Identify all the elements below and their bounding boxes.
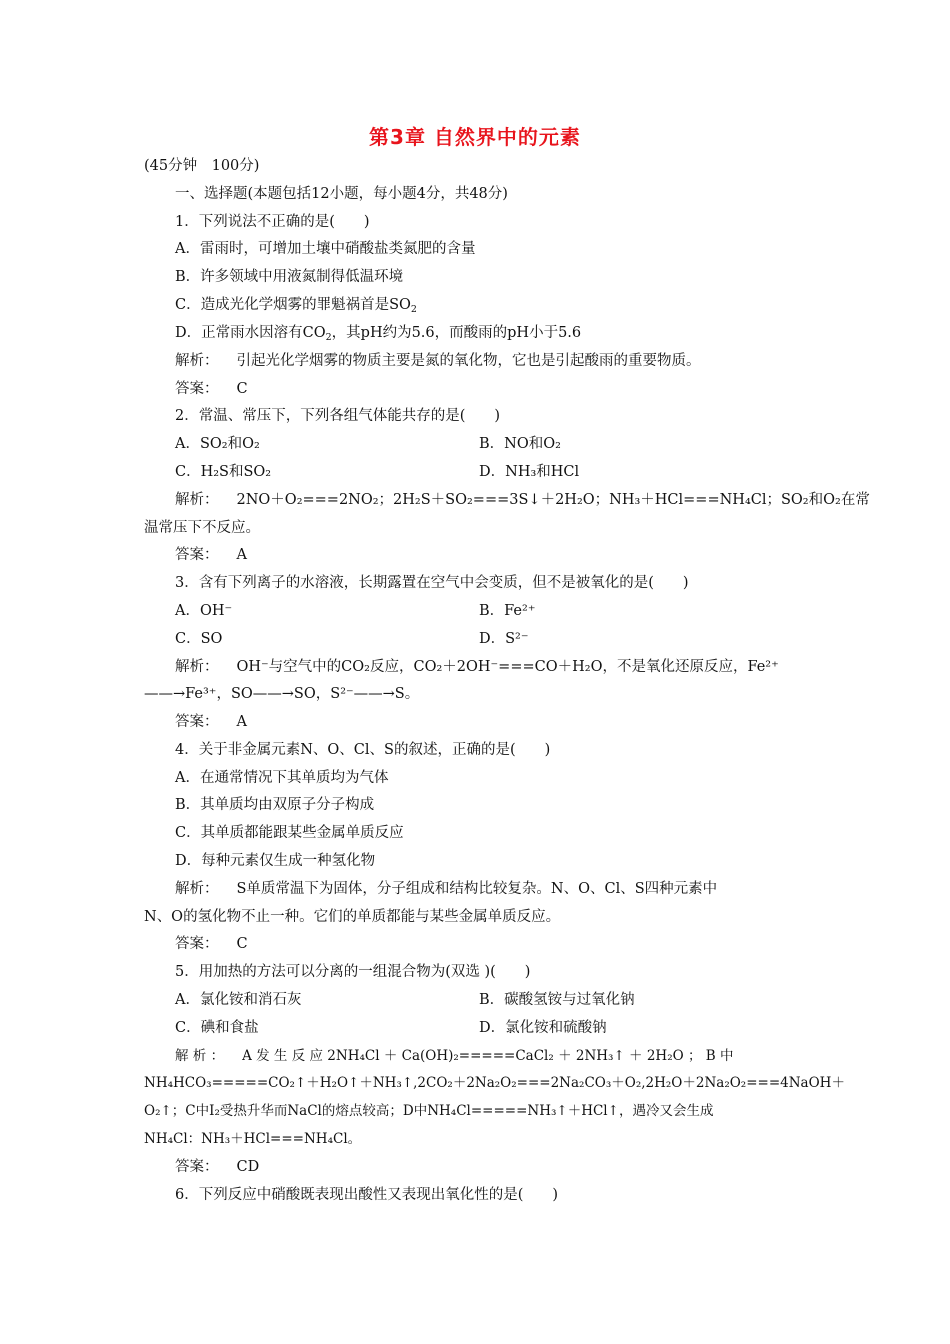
question-3-option-c: C．SO bbox=[175, 631, 223, 647]
page-title: 第3章 自然界中的元素 bbox=[369, 125, 581, 149]
question-2-option-b: B．NO和O₂ bbox=[479, 436, 561, 452]
question-6-stem: 6．下列反应中硝酸既表现出酸性又表现出氧化性的是( ) bbox=[175, 1187, 559, 1203]
question-5-stem: 5．用加热的方法可以分离的一组混合物为(双选 )( ) bbox=[175, 964, 531, 980]
question-2-analysis: 解析： 2NO＋O₂===2NO₂；2H₂S＋SO₂===3S↓＋2H₂O；NH₃＋HCl===NH₄Cl；SO₂和O₂在常 bbox=[175, 492, 870, 508]
question-2-option-c: C．H₂S和SO₂ bbox=[175, 464, 272, 480]
question-5-analysis-cont-2: O₂↑；C中I₂受热升华而NaCl的熔点较高；D中NH₄Cl=====NH₃↑＋HCl↑，遇冷又会生成 bbox=[144, 1103, 714, 1119]
question-5-analysis-cont-3: NH₄Cl：NH₃＋HCl===NH₄Cl。 bbox=[144, 1131, 362, 1147]
question-3-option-a: A．OH⁻ bbox=[175, 603, 233, 619]
question-4-stem: 4．关于非金属元素N、O、Cl、S的叙述，正确的是( ) bbox=[175, 742, 551, 758]
question-3-analysis-cont: ——→Fe³⁺，SO——→SO，S²⁻——→S。 bbox=[144, 686, 420, 702]
question-1-option-d: D．正常雨水因溶有$CO_2$，其pH约为5.6，而酸雨的pH小于5.6 bbox=[175, 325, 582, 343]
question-5-answer: 答案： CD bbox=[175, 1159, 260, 1175]
question-4-option-a: A．在通常情况下其单质均为气体 bbox=[175, 770, 389, 786]
question-4-option-d: D．每种元素仅生成一种氢化物 bbox=[175, 853, 376, 869]
question-1-stem: 1．下列说法不正确的是( ) bbox=[175, 214, 370, 230]
question-2-option-d: D．NH₃和HCl bbox=[479, 464, 580, 480]
question-2-option-a: A．SO₂和O₂ bbox=[175, 436, 260, 452]
question-5-analysis-cont-1: NH₄HCO₃=====CO₂↑＋H₂O↑＋NH₃↑,2CO₂＋2Na₂O₂===2Na₂CO₃＋O₂,2H₂O＋2Na₂O₂===4NaOH＋ bbox=[144, 1075, 845, 1091]
question-1-option-c: C．造成光化学烟雾的罪魁祸首是$SO_2$ bbox=[175, 297, 417, 315]
question-5-option-c: C．碘和食盐 bbox=[175, 1020, 259, 1036]
question-5-analysis: 解 析 ： A 发 生 反 应 2NH₄Cl ＋ Ca(OH)₂=====CaCl₂ ＋ 2NH₃↑ ＋ 2H₂O ； B 中 bbox=[175, 1048, 734, 1064]
question-5-option-a: A．氯化铵和消石灰 bbox=[175, 992, 302, 1008]
question-5-option-d: D．氯化铵和硫酸钠 bbox=[479, 1020, 607, 1036]
question-2-answer: 答案： A bbox=[175, 547, 247, 563]
question-4-option-c: C．其单质都能跟某些金属单质反应 bbox=[175, 825, 404, 841]
exam-meta: (45分钟 100分) bbox=[144, 158, 260, 174]
question-2-analysis-cont: 温常压下不反应。 bbox=[144, 520, 260, 536]
question-1-analysis: 解析： 引起光化学烟雾的物质主要是氮的氧化物，它也是引起酸雨的重要物质。 bbox=[175, 353, 701, 369]
section-heading: 一、选择题(本题包括12小题，每小题4分，共48分) bbox=[175, 186, 508, 202]
question-3-option-d: D．S²⁻ bbox=[479, 631, 529, 647]
question-1-answer: 答案： C bbox=[175, 381, 248, 397]
question-1-option-a: A．雷雨时，可增加土壤中硝酸盐类氮肥的含量 bbox=[175, 241, 476, 257]
question-4-answer: 答案： C bbox=[175, 936, 248, 952]
question-2-stem: 2．常温、常压下，下列各组气体能共存的是( ) bbox=[175, 408, 501, 424]
question-1-option-b: B．许多领域中用液氮制得低温环境 bbox=[175, 269, 404, 285]
question-4-analysis-cont: N、O的氢化物不止一种。它们的单质都能与某些金属单质反应。 bbox=[144, 909, 561, 925]
question-4-analysis: 解析： S单质常温下为固体，分子组成和结构比较复杂。N、O、Cl、S四种元素中 bbox=[175, 881, 718, 897]
question-3-analysis: 解析： OH⁻与空气中的CO₂反应，CO₂＋2OH⁻===CO＋H₂O，不是氧化还原反应，Fe²⁺ bbox=[175, 659, 779, 675]
question-5-option-b: B．碳酸氢铵与过氧化钠 bbox=[479, 992, 635, 1008]
question-3-option-b: B．Fe²⁺ bbox=[479, 603, 536, 619]
question-4-option-b: B．其单质均由双原子分子构成 bbox=[175, 797, 375, 813]
question-3-stem: 3．含有下列离子的水溶液，长期露置在空气中会变质，但不是被氧化的是( ) bbox=[175, 575, 689, 591]
question-3-answer: 答案： A bbox=[175, 714, 247, 730]
